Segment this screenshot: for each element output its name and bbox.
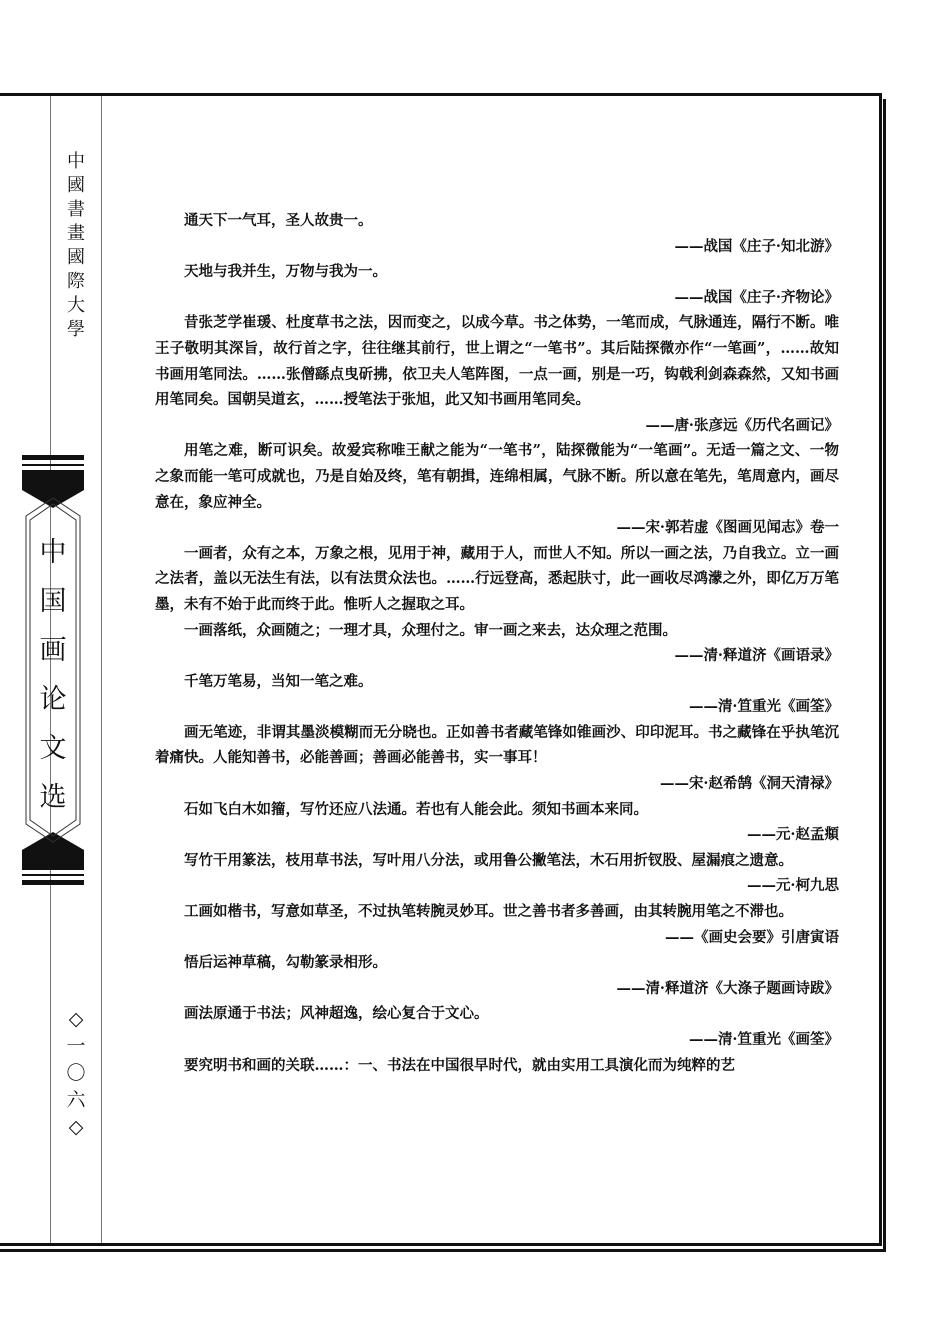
quote-text: 千笔万笔易，当知一笔之难。 xyxy=(184,672,373,690)
quote-source: ——战国《庄子·齐物论》 xyxy=(674,288,839,306)
quote-source: ——清·笪重光《画筌》 xyxy=(688,698,839,716)
sidebar-rule-right xyxy=(101,96,102,1243)
quote-text: 写竹干用篆法，枝用草书法，写叶用八分法，或用鲁公撇笔法，木石用折钗股、屋漏痕之遗意。 xyxy=(184,851,793,869)
series-char: 中 xyxy=(67,151,85,172)
book-title-char: 国 xyxy=(39,586,67,617)
book-title-char: 画 xyxy=(39,635,67,666)
book-title-char: 中 xyxy=(39,537,67,568)
page-number-char: ◇ xyxy=(68,1008,84,1030)
quote-source: ——清·释道济《画语录》 xyxy=(674,647,839,665)
series-char: 國 xyxy=(67,175,85,196)
quote-text: 画法原通于书法；风神超逸，绘心复合于文心。 xyxy=(184,1005,489,1023)
book-title-char: 论 xyxy=(39,684,67,715)
quote-text: 一画落纸，众画随之；一理才具，众理付之。审一画之来去，达众理之范围。 xyxy=(184,621,677,639)
quote-text: 画无笔迹，非谓其墨淡模糊而无分晓也。正如善书者藏笔锋如锥画沙、印印泥耳。书之藏锋在乎执笔沉着痛快。人能知善书，必能善画；善画必能善书，实一事耳！ xyxy=(155,723,839,767)
book-title-char: 文 xyxy=(39,733,67,764)
quote-text: 悟后运神草稿，勾勒篆录相形。 xyxy=(184,954,387,972)
quote-source: ——宋·赵希鹄《洞天清禄》 xyxy=(659,775,839,793)
quotation-list xyxy=(155,208,839,1078)
page-number-char: 一 xyxy=(66,1035,86,1057)
quote-source: ——战国《庄子·知北游》 xyxy=(674,237,839,255)
quote-source: ——元·柯九思 xyxy=(746,877,839,895)
quote-text: 要究明书和画的关联……：一、书法在中国很早时代，就由实用工具演化而为纯粹的艺 xyxy=(184,1056,735,1074)
series-char: 畫 xyxy=(67,223,85,244)
series-char: 書 xyxy=(67,199,85,220)
page-number-char: 〇 xyxy=(66,1062,86,1084)
page-number-char: 六 xyxy=(66,1089,86,1111)
quote-text: 通天下一气耳，圣人故贵一。 xyxy=(184,212,373,229)
page-number xyxy=(52,1006,100,1141)
quote-source: ——清·释道济《大涤子题画诗跋》 xyxy=(616,979,839,997)
quote-source: ——宋·郭若虚《图画见闻志》卷一 xyxy=(616,519,839,537)
series-char: 大 xyxy=(67,295,85,316)
quote-text: 一画者，众有之本，万象之根，见用于神，藏用于人，而世人不知。所以一画之法，乃自我立。立一画之法者，盖以无法生有法，以有法贯众法也。……行远登高，悉起肤寸，此一画收尽鸿濛之外，即亿万万笔墨，未有不始于此而终于此。惟听人之握取之耳。 xyxy=(155,544,839,613)
series-char: 國 xyxy=(67,247,85,268)
book-title-char: 选 xyxy=(39,782,67,813)
quote-source: ——元·赵孟頫 xyxy=(746,826,839,844)
series-char: 際 xyxy=(67,271,85,292)
quote-text: 用笔之难，断可识矣。故爱宾称唯王献之能为“一笔书”，陆探微能为“一笔画”。无适一篇之文、一物之象而能一笔可成就也，乃是自始及终，笔有朝揖，连绵相属，气脉不断。所以意在笔先，笔周意内，画尽意在，象应神全。 xyxy=(155,442,839,511)
quote-text: 工画如楷书，写意如草圣，不过执笔转腕灵妙耳。世之善书者多善画，由其转腕用笔之不滞也。 xyxy=(184,903,793,921)
quote-text: 昔张芝学崔瑗、杜度草书之法，因而变之，以成今草。书之体势，一笔而成，气脉通连，隔行不断。唯王子敬明其深旨，故行首之字，往往继其前行，世上谓之“一笔书”。其后陆探微亦作“一笔画”，……故知书画用笔同法。……张僧繇点曳斫拂，依卫夫人笔阵图，一点一画，别是一巧，钩戟利剑森森然，又知书画用笔同矣。国朝吴道玄，……授笔法于张旭，此又知书画用笔同矣。 xyxy=(155,314,839,409)
quote-text: 石如飞白木如籀，写竹还应八法通。若也有人能会此。须知书画本来同。 xyxy=(184,800,648,818)
quote-source: ——唐·张彦远《历代名画记》 xyxy=(645,416,839,434)
series-char: 學 xyxy=(67,319,85,340)
page-number-char: ◇ xyxy=(68,1116,84,1138)
quote-source: ——清·笪重光《画筌》 xyxy=(688,1031,839,1048)
series-title xyxy=(52,150,100,342)
quote-source: ——《画史会要》引唐寅语 xyxy=(665,928,839,946)
quote-text: 天地与我并生，万物与我为一。 xyxy=(184,263,387,281)
book-title xyxy=(18,508,88,828)
